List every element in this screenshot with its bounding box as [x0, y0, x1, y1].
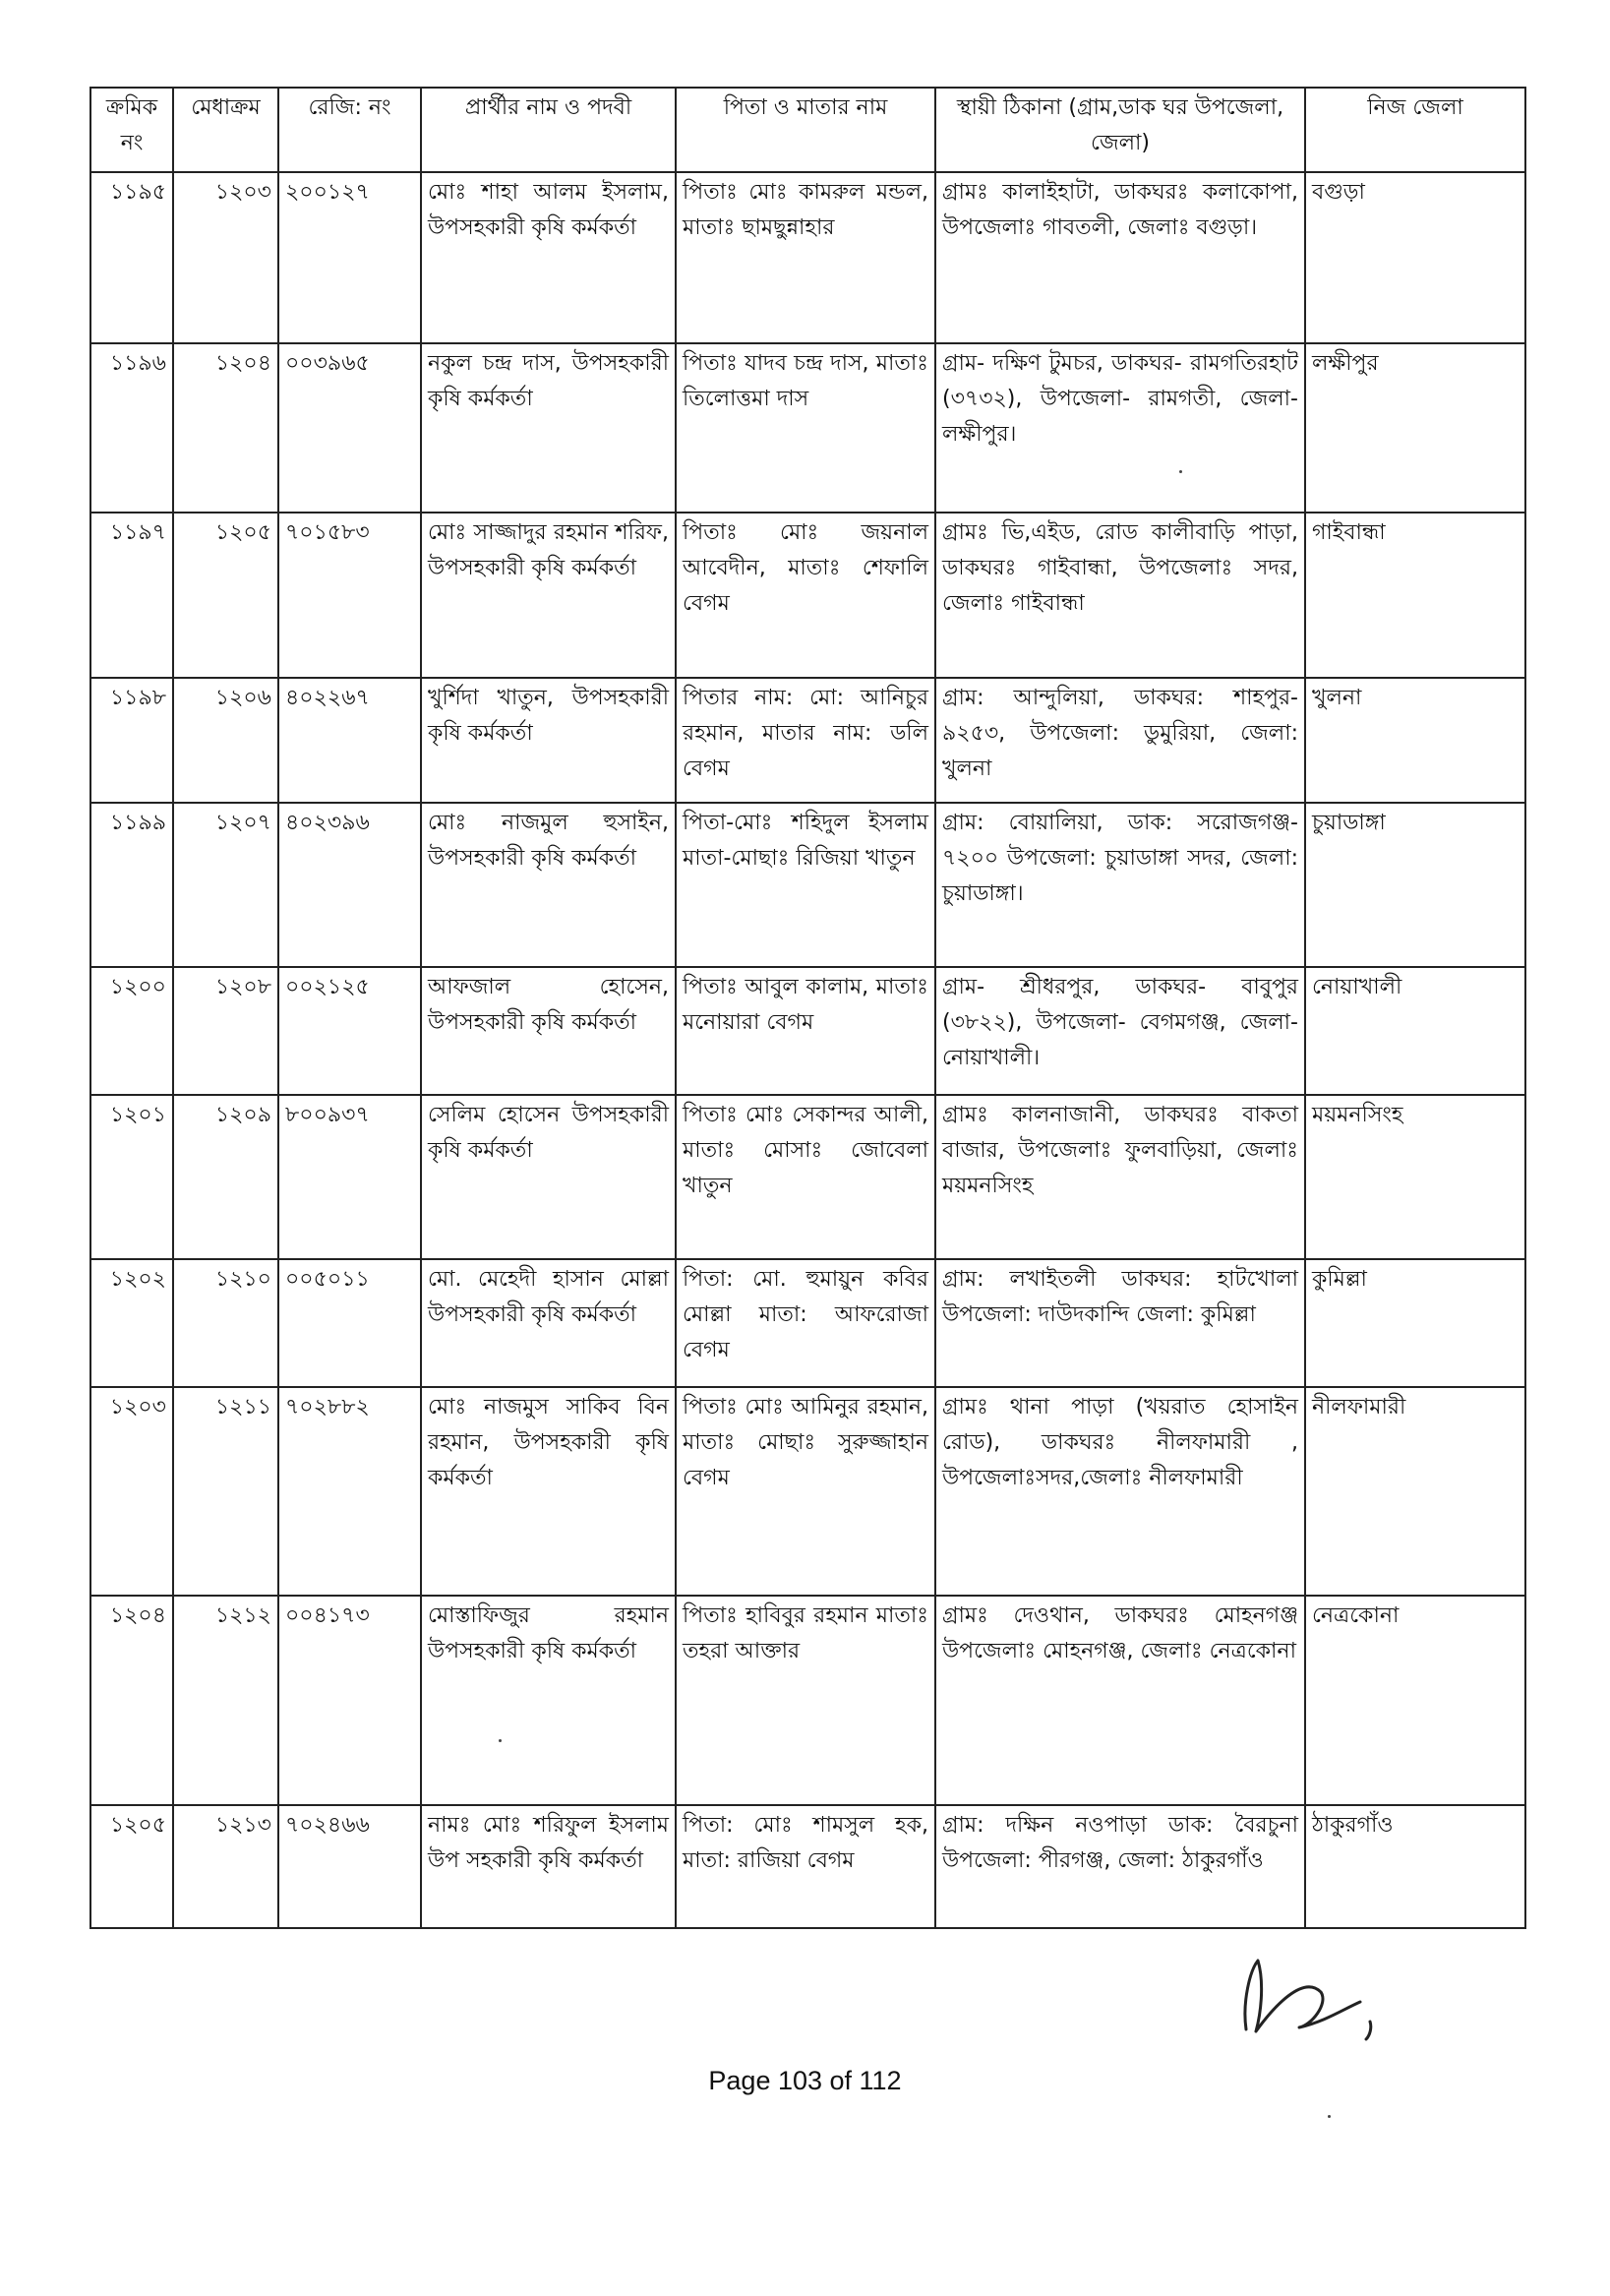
name-cell: মোঃ সাজ্জাদুর রহমান শরিফ, উপসহকারী কৃষি কর্মকর্তা: [421, 513, 676, 678]
name-cell: আফজাল হোসেন, উপসহকারী কৃষি কর্মকর্তা: [421, 967, 676, 1095]
merit-cell: ১২০৩: [173, 172, 278, 343]
name-cell: সেলিম হোসেন উপসহকারী কৃষি কর্মকর্তা: [421, 1095, 676, 1259]
parents-cell: পিতাঃ মোঃ সেকান্দর আলী, মাতাঃ মোসাঃ জোবেলা খাতুন: [676, 1095, 935, 1259]
reg-cell: ৪০২২৬৭: [278, 678, 421, 803]
serial-cell: ১১৯৬: [90, 343, 173, 513]
header-row: [90, 88, 1525, 172]
name-cell: মো. মেহেদী হাসান মোল্লা উপসহকারী কৃষি কর্মকর্তা: [421, 1259, 676, 1387]
table-row: [90, 803, 1525, 967]
address-cell: গ্রামঃ দেওথান, ডাকঘরঃ মোহনগঞ্জ উপজেলাঃ মোহনগঞ্জ, জেলাঃ নেত্রকোনা: [935, 1596, 1305, 1805]
table-row: [90, 1095, 1525, 1259]
address-cell: গ্রাম: দক্ষিন নওপাড়া ডাক: বৈরচুনা উপজেলা: পীরগঞ্জ, জেলা: ঠাকুরগাঁও: [935, 1805, 1305, 1928]
table-row: [90, 513, 1525, 678]
serial-cell: ১১৯৭: [90, 513, 173, 678]
table-row: [90, 1596, 1525, 1805]
header-district: নিজ জেলা: [1305, 88, 1525, 172]
name-cell: খুর্শিদা খাতুন, উপসহকারী কৃষি কর্মকর্তা: [421, 678, 676, 803]
district-cell: ঠাকুরগাঁও: [1305, 1805, 1525, 1928]
table-row: [90, 1259, 1525, 1387]
scan-speck: [1328, 2115, 1331, 2118]
parents-cell: পিতার নাম: মো: আনিচুর রহমান, মাতার নাম: ডলি বেগম: [676, 678, 935, 803]
header-merit: মেধাক্রম: [173, 88, 278, 172]
table-row: [90, 1387, 1525, 1596]
address-cell: গ্রাম: আন্দুলিয়া, ডাকঘর: শাহপুর- ৯২৫৩, উপজেলা: ডুমুরিয়া, জেলা: খুলনা: [935, 678, 1305, 803]
reg-cell: ৭০২৮৮২: [278, 1387, 421, 1596]
signature: [1234, 1953, 1411, 2041]
merit-cell: ১২০৫: [173, 513, 278, 678]
reg-cell: ৪০২৩৯৬: [278, 803, 421, 967]
name-cell: মোঃ নাজমুল হুসাইন, উপসহকারী কৃষি কর্মকর্তা: [421, 803, 676, 967]
header-parents: পিতা ও মাতার নাম: [676, 88, 935, 172]
parents-cell: পিতাঃ মোঃ আমিনুর রহমান, মাতাঃ মোছাঃ সুরুজ্জাহান বেগম: [676, 1387, 935, 1596]
serial-cell: ১২০৫: [90, 1805, 173, 1928]
address-cell: গ্রামঃ ভি,এইড, রোড কালীবাড়ি পাড়া, ডাকঘরঃ গাইবান্ধা, উপজেলাঃ সদর, জেলাঃ গাইবান্ধা: [935, 513, 1305, 678]
address-cell: গ্রাম- শ্রীধরপুর, ডাকঘর- বাবুপুর (৩৮২২), উপজেলা- বেগমগঞ্জ, জেলা- নোয়াখালী।: [935, 967, 1305, 1095]
address-cell: গ্রাম: বোয়ালিয়া, ডাক: সরোজগঞ্জ- ৭২০০ উপজেলা: চুয়াডাঙ্গা সদর, জেলা: চুয়াডাঙ্গা।: [935, 803, 1305, 967]
header-serial: ক্রমিক নং: [90, 88, 173, 172]
address-cell: গ্রামঃ থানা পাড়া (খয়রাত হোসাইন রোড), ডাকঘরঃ নীলফামারী , উপজেলাঃসদর,জেলাঃ নীলফামারী: [935, 1387, 1305, 1596]
reg-cell: ৭০১৫৮৩: [278, 513, 421, 678]
merit-cell: ১২১২: [173, 1596, 278, 1805]
parents-cell: পিতাঃ আবুল কালাম, মাতাঃ মনোয়ারা বেগম: [676, 967, 935, 1095]
reg-cell: ৭০২৪৬৬: [278, 1805, 421, 1928]
name-cell: মোঃ নাজমুস সাকিব বিন রহমান, উপসহকারী কৃষি কর্মকর্তা: [421, 1387, 676, 1596]
district-cell: নোয়াখালী: [1305, 967, 1525, 1095]
district-cell: বগুড়া: [1305, 172, 1525, 343]
address-cell: গ্রামঃ কালনাজানী, ডাকঘরঃ বাকতা বাজার, উপজেলাঃ ফুলবাড়িয়া, জেলাঃ ময়মনসিংহ: [935, 1095, 1305, 1259]
parents-cell: পিতা: মো. হুমায়ুন কবির মোল্লা মাতা: আফরোজা বেগম: [676, 1259, 935, 1387]
district-cell: নীলফামারী: [1305, 1387, 1525, 1596]
header-reg: রেজি: নং: [278, 88, 421, 172]
name-cell: মোঃ শাহা আলম ইসলাম, উপসহকারী কৃষি কর্মকর্তা: [421, 172, 676, 343]
reg-cell: ০০৫০১১: [278, 1259, 421, 1387]
serial-cell: ১১৯৫: [90, 172, 173, 343]
parents-cell: পিতাঃ মোঃ কামরুল মন্ডল, মাতাঃ ছামছুন্নাহার: [676, 172, 935, 343]
parents-cell: পিতাঃ হাবিবুর রহমান মাতাঃ তহরা আক্তার: [676, 1596, 935, 1805]
name-cell: মোস্তাফিজুর রহমান উপসহকারী কৃষি কর্মকর্তা: [421, 1596, 676, 1805]
merit-cell: ১২০৯: [173, 1095, 278, 1259]
reg-cell: ০০৪১৭৩: [278, 1596, 421, 1805]
reg-cell: ৮০০৯৩৭: [278, 1095, 421, 1259]
merit-cell: ১২০৮: [173, 967, 278, 1095]
serial-cell: ১২০২: [90, 1259, 173, 1387]
merit-cell: ১২০৬: [173, 678, 278, 803]
district-cell: গাইবান্ধা: [1305, 513, 1525, 678]
address-cell: গ্রামঃ কালাইহাটা, ডাকঘরঃ কলাকোপা, উপজেলাঃ গাবতলী, জেলাঃ বগুড়া।: [935, 172, 1305, 343]
serial-cell: ১১৯৮: [90, 678, 173, 803]
serial-cell: ১২০৪: [90, 1596, 173, 1805]
parents-cell: পিতা: মোঃ শামসুল হক, মাতা: রাজিয়া বেগম: [676, 1805, 935, 1928]
name-cell: নামঃ মোঃ শরিফুল ইসলাম উপ সহকারী কৃষি কর্মকর্তা: [421, 1805, 676, 1928]
reg-cell: ০০২১২৫: [278, 967, 421, 1095]
merit-cell: ১২১৩: [173, 1805, 278, 1928]
parents-cell: পিতাঃ মোঃ জয়নাল আবেদীন, মাতাঃ শেফালি বেগম: [676, 513, 935, 678]
serial-cell: ১১৯৯: [90, 803, 173, 967]
district-cell: লক্ষীপুর: [1305, 343, 1525, 513]
district-cell: নেত্রকোনা: [1305, 1596, 1525, 1805]
header-address: স্থায়ী ঠিকানা (গ্রাম,ডাক ঘর উপজেলা, জেলা): [935, 88, 1305, 172]
district-cell: কুমিল্লা: [1305, 1259, 1525, 1387]
scan-speck: [1179, 470, 1182, 473]
table-row: [90, 967, 1525, 1095]
address-cell: গ্রাম: লখাইতলী ডাকঘর: হাটখোলা উপজেলা: দাউদকান্দি জেলা: কুমিল্লা: [935, 1259, 1305, 1387]
header-name: প্রার্থীর নাম ও পদবী: [421, 88, 676, 172]
table-row: [90, 1805, 1525, 1928]
name-cell: নকুল চন্দ্র দাস, উপসহকারী কৃষি কর্মকর্তা: [421, 343, 676, 513]
merit-list-table: [89, 87, 1526, 1929]
district-cell: খুলনা: [1305, 678, 1525, 803]
scan-speck: [499, 1739, 502, 1742]
serial-cell: ১২০০: [90, 967, 173, 1095]
merit-cell: ১২১১: [173, 1387, 278, 1596]
parents-cell: পিতা-মোঃ শহিদুল ইসলাম মাতা-মোছাঃ রিজিয়া খাতুন: [676, 803, 935, 967]
table-row: [90, 678, 1525, 803]
merit-cell: ১২০৭: [173, 803, 278, 967]
parents-cell: পিতাঃ যাদব চন্দ্র দাস, মাতাঃ তিলোত্তমা দাস: [676, 343, 935, 513]
merit-cell: ১২১০: [173, 1259, 278, 1387]
merit-cell: ১২০৪: [173, 343, 278, 513]
serial-cell: ১২০১: [90, 1095, 173, 1259]
table-row: [90, 343, 1525, 513]
district-cell: চুয়াডাঙ্গা: [1305, 803, 1525, 967]
reg-cell: ০০৩৯৬৫: [278, 343, 421, 513]
address-cell: গ্রাম- দক্ষিণ টুমচর, ডাকঘর- রামগতিরহাট (৩৭৩২), উপজেলা- রামগতী, জেলা- লক্ষীপুর।: [935, 343, 1305, 513]
page-footer: Page 103 of 112: [708, 2066, 902, 2095]
district-cell: ময়মনসিংহ: [1305, 1095, 1525, 1259]
table-row: [90, 172, 1525, 343]
reg-cell: ২০০১২৭: [278, 172, 421, 343]
serial-cell: ১২০৩: [90, 1387, 173, 1596]
